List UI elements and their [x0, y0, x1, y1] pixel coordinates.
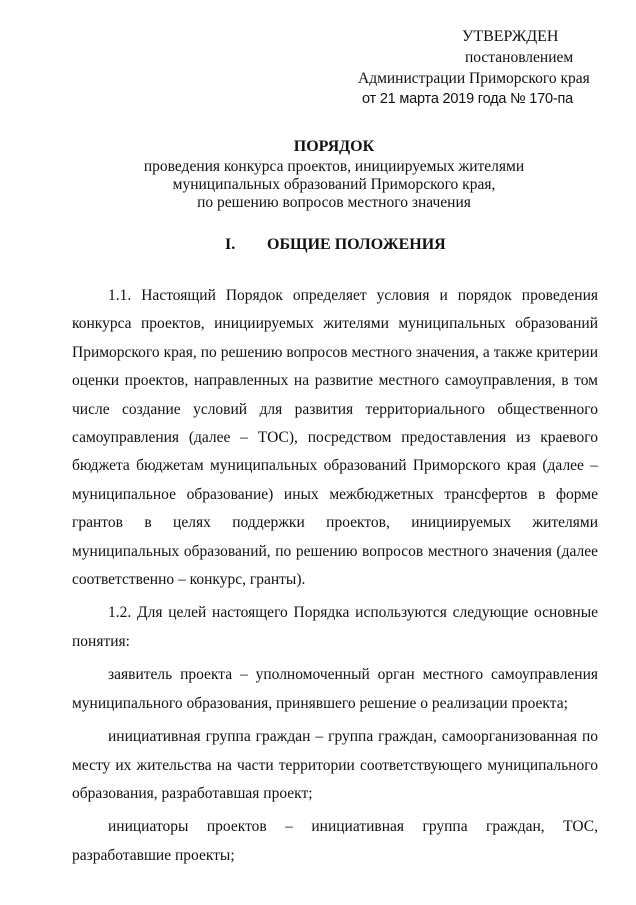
approval-stamp: [340, 26, 600, 110]
definition-applicant: заявитель проекта – уполномоченный орган местного самоуправления муниципального образования, принявшего решение о реализации проекта;: [72, 666, 598, 712]
title-line-2: муниципальных образований Приморского края,: [172, 176, 496, 193]
document-body: [72, 282, 598, 870]
document-title: [72, 138, 596, 212]
title-heading: ПОРЯДОК: [293, 138, 375, 155]
approval-date-number: от 21 марта 2019 года № 170-па: [362, 91, 573, 107]
paragraph-1-2: 1.2. Для целей настоящего Порядка используются следующие основные понятия:: [72, 604, 598, 650]
title-line-3: по решению вопросов местного значения: [197, 194, 471, 211]
section-number: I.: [225, 236, 236, 253]
approval-act-type: постановлением: [465, 49, 574, 66]
approval-authority: Администрации Приморского края: [358, 70, 590, 87]
definition-initiators: инициаторы проектов – инициативная группа граждан, ТОС, разработавшие проекты;: [72, 818, 598, 864]
paragraph-1-1: 1.1. Настоящий Порядок определяет условия и порядок проведения конкурса проектов, инициируемых жителями муниципальных образований Приморского края, по решению вопросов местного значения, а также критерии оценки проектов, направленных на развитие местного самоуправления, в том числе создание условий для развития территориального общественного самоуправления (далее – ТОС), посредством предоставления из краевого бюджета бюджетам муниципальных образований Приморского края (далее – муниципальное образование) иных межбюджетных трансфертов в форме грантов в целях поддержки проектов, инициируемых жителями муниципальных образований, по решению вопросов местного значения (далее соответственно – конкурс, гранты).: [72, 287, 598, 589]
definition-initiative-group: инициативная группа граждан – группа граждан, самоорганизованная по месту их жительства на части территории соответствующего муниципального образования, разработавшая проект;: [72, 728, 598, 802]
section-name: ОБЩИЕ ПОЛОЖЕНИЯ: [267, 236, 446, 253]
approval-heading: УТВЕРЖДЕН: [462, 28, 559, 45]
title-line-1: проведения конкурса проектов, инициируемых жителями: [143, 158, 525, 175]
